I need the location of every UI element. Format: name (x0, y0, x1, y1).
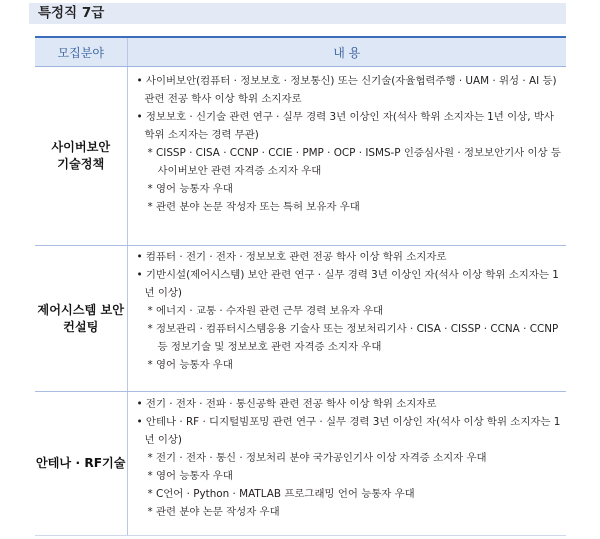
table-row (35, 246, 566, 392)
category-cell: 제어시스템 보안 컨설팅 (35, 246, 127, 392)
note-item: * CISSP · CISA · CCNP · CCIE · PMP · OCP · ISMS-P 인증심사원 · 정보보안기사 이상 등 사이버보안 관련 자격증 소지자 우대 (147, 147, 561, 177)
bullet-item: • 사이버보안(컴퓨터 · 정보보호 · 정보통신) 또는 신기술(자율협력주행 · UAM · 위성 · AI 등) 관련 전공 학사 이상 학위 소지자로 (136, 75, 557, 105)
bullet-item: • 정보보호 · 신기술 관련 연구 · 실무 경력 3년 이상인 자(석사 학위 소지자는 1년 이상, 박사 학위 소지자는 경력 무관) (136, 111, 554, 141)
table-row (35, 67, 566, 246)
note-item: * 정보관리 · 컴퓨터시스템응용 기술사 또는 정보처리기사 · CISA · CISSP · CCNA · CCNP 등 정보기술 및 정보보호 관련 자격증 소지자 우대 (147, 323, 559, 353)
category-cell: 사이버보안 기술정책 (35, 67, 127, 246)
note-item: * 전기 · 전자 · 통신 · 정보처리 분야 국가공인기사 이상 자격증 소지자 우대 (147, 452, 487, 464)
content-cell (127, 67, 566, 246)
bullet-item: • 기반시설(제어시스템) 보안 관련 연구 · 실무 경력 3년 이상인 자(석사 이상 학위 소지자는 1년 이상) (136, 269, 559, 299)
note-item: * 영어 능통자 우대 (147, 359, 233, 371)
note-item: * 영어 능통자 우대 (147, 183, 233, 195)
requirements-table (35, 36, 566, 536)
table-row (35, 392, 566, 536)
content-cell (127, 392, 566, 536)
bullet-item: • 전기 · 전자 · 전파 · 통신공학 관련 전공 학사 이상 학위 소지자로 (136, 398, 437, 410)
category-cell: 안테나 · RF기술 (35, 392, 127, 536)
header-category: 모집분야 (35, 37, 127, 67)
note-item: * 에너지 · 교통 · 수자원 관련 근무 경력 보유자 우대 (147, 305, 384, 317)
bullet-item: • 안테나 · RF · 디지털빔포밍 관련 연구 · 실무 경력 3년 이상인 자(석사 이상 학위 소지자는 1년 이상) (136, 416, 561, 446)
bullet-item: • 컴퓨터 · 전기 · 전자 · 정보보호 관련 전공 학사 이상 학위 소지자로 (136, 251, 447, 263)
header-content: 내 용 (127, 37, 566, 67)
note-item: * C언어 · Python · MATLAB 프로그래밍 언어 능통자 우대 (147, 488, 415, 500)
section-title: 특정직 7급 (29, 3, 566, 24)
note-item: * 영어 능통자 우대 (147, 470, 233, 482)
note-item: * 관련 분야 논문 작성자 우대 (147, 506, 280, 518)
content-cell (127, 246, 566, 392)
table-header-row (35, 37, 566, 67)
note-item: * 관련 분야 논문 작성자 또는 특허 보유자 우대 (147, 201, 360, 213)
